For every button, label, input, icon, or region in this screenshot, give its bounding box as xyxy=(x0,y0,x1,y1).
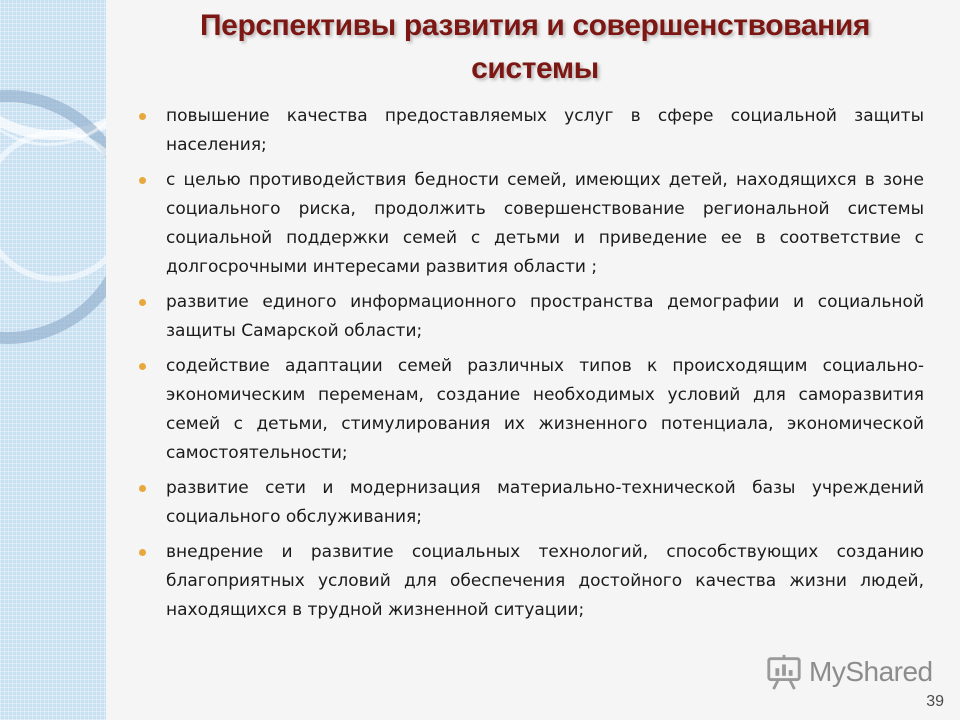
bullet-dot-icon xyxy=(139,363,146,370)
slide-title-line-1: Перспективы развития и совершенствования xyxy=(200,9,870,42)
bullet-dot-icon xyxy=(139,549,146,556)
slide-title-line-2: системы xyxy=(471,52,599,85)
decorative-sidebar xyxy=(0,0,106,720)
list-item-text: развитие единого информационного пространства демографии и социальной защиты Самарской области; xyxy=(166,292,924,341)
bullet-list xyxy=(138,102,924,631)
presentation-board-icon xyxy=(765,653,803,691)
list-item-text: повышение качества предоставляемых услуг в сфере социальной защиты населения; xyxy=(166,106,924,155)
slide-title xyxy=(130,4,940,90)
list-item xyxy=(138,102,924,160)
decorative-ring xyxy=(0,130,106,282)
list-item xyxy=(138,474,924,532)
list-item xyxy=(138,288,924,346)
list-item xyxy=(138,166,924,282)
list-item-text: содействие адаптации семей различных типов к происходящим социально-экономическим переменам, создание необходимых условий для саморазвития семей с детьми, стимулирования их жизненного потенциала, экономической самостоятельности; xyxy=(166,356,924,463)
list-item xyxy=(138,538,924,625)
bullet-dot-icon xyxy=(139,485,146,492)
list-item-text: с целью противодействия бедности семей, имеющих детей, находящихся в зоне социального риска, продолжить совершенствование региональной системы социальной поддержки семей с детьми и приведение ее в соответствие с долгосрочными интересами развития области ; xyxy=(166,170,924,277)
list-item xyxy=(138,352,924,468)
list-item-text: внедрение и развитие социальных технологий, способствующих созданию благоприятных условий для обеспечения достойного качества жизни людей, находящихся в трудной жизненной ситуации; xyxy=(166,542,924,620)
myshared-watermark xyxy=(765,652,933,692)
list-item-text: развитие сети и модернизация материально-технической базы учреждений социального обслуживания; xyxy=(166,478,924,527)
bullet-dot-icon xyxy=(139,177,146,184)
bullet-dot-icon xyxy=(139,113,146,120)
watermark-text: MyShared xyxy=(809,656,933,687)
page-number: 39 xyxy=(926,693,944,710)
decorative-ring xyxy=(0,0,106,146)
bullet-dot-icon xyxy=(139,299,146,306)
